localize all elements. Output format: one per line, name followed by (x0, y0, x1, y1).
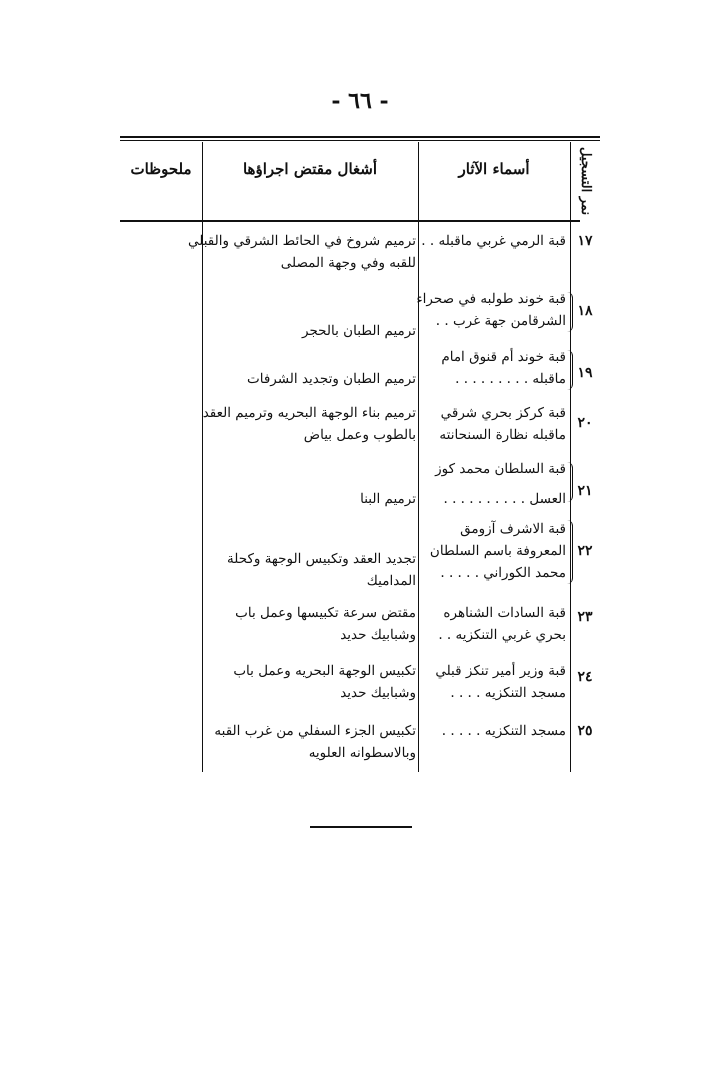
column-divider-names (570, 142, 571, 772)
work-line: ترميم البنا (360, 491, 416, 507)
monument-name-line: قبة السلطان محمد كوز (435, 461, 566, 477)
header-notes: ملحوظات (130, 160, 192, 178)
header-bottom-rule (120, 220, 580, 222)
work-line: ترميم شروخ في الحائط الشرقي والقبلي (188, 233, 416, 249)
work-line: تجديد العقد وتكبيس الوجهة وكحلة (227, 551, 416, 567)
work-line: وشبابيك حديد (340, 627, 416, 643)
monument-name-line: الشرقامن جهة غرب . . (435, 313, 566, 329)
monument-name-line: قبة وزير أمير تنكز قبلي (435, 663, 566, 679)
monument-name-line: مسجد التنكزيه . . . . (450, 685, 566, 701)
row-number: ١٩ (577, 365, 593, 381)
monument-name-line: قبة كركز بحري شرقي (440, 405, 566, 421)
monument-name-line: مسجد التنكزيه . . . . . (441, 723, 566, 739)
monument-name-line: العسل . . . . . . . . . . (443, 491, 566, 507)
page-number: - ٦٦ - (331, 88, 389, 114)
table-top-rule-inner (120, 140, 600, 141)
monument-name-line: قبة الرمي غربي ماقبله . . (421, 233, 566, 249)
monument-name-line: قبة الاشرف آزومق (460, 521, 566, 537)
work-line: تكبيس الوجهة البحريه وعمل باب (233, 663, 416, 679)
row-number: ٢٢ (577, 543, 593, 559)
row-number: ٢٥ (577, 723, 593, 739)
row-number: ٢٣ (577, 609, 593, 625)
work-line: ترميم الطبان بالحجر (302, 323, 416, 339)
work-line: ترميم بناء الوجهة البحريه وترميم العقد (202, 405, 416, 421)
work-line: مقتض سرعة تكبيسها وعمل باب (235, 605, 416, 621)
work-line: للقبه وفي وجهة المصلى (280, 255, 416, 271)
monument-name-line: قبة خوند أم قنوق امام (441, 349, 566, 365)
row-number: ١٧ (577, 233, 593, 249)
monument-name-line: ماقبله نظارة السنحانته (439, 427, 566, 443)
monuments-table (120, 130, 600, 770)
closing-rule (310, 826, 412, 828)
row-number: ١٨ (577, 303, 593, 319)
column-divider-works (418, 142, 419, 772)
row-number: ٢٤ (577, 669, 593, 685)
monument-name-line: ماقبله . . . . . . . . . (455, 371, 566, 387)
work-line: بالطوب وعمل بياض (303, 427, 416, 443)
header-works: أشغال مقتض اجراؤها (242, 160, 378, 178)
row-number: ٢١ (577, 483, 593, 499)
header-names: أسماء الآثار (458, 160, 530, 178)
monument-name-line: بحري غربي التنكزيه . . (438, 627, 566, 643)
work-line: المداميك (366, 573, 416, 589)
work-line: وبالاسطوانه العلويه (308, 745, 416, 761)
monument-name-line: المعروفة باسم السلطان (429, 543, 566, 559)
work-line: وشبابيك حديد (340, 685, 416, 701)
table-top-rule (120, 136, 600, 138)
work-line: تكبيس الجزء السفلي من غرب القبه (214, 723, 416, 739)
monument-name-line: قبة خوند طولبه في صحراء (416, 291, 566, 307)
work-line: ترميم الطبان وتجديد الشرفات (247, 371, 416, 387)
monument-name-line: محمد الكوراني . . . . . (440, 565, 566, 581)
monument-name-line: قبة السادات الشناهره (443, 605, 566, 621)
header-numbers: نمر التسجيل (578, 146, 593, 216)
row-number: ٢٠ (577, 415, 593, 431)
